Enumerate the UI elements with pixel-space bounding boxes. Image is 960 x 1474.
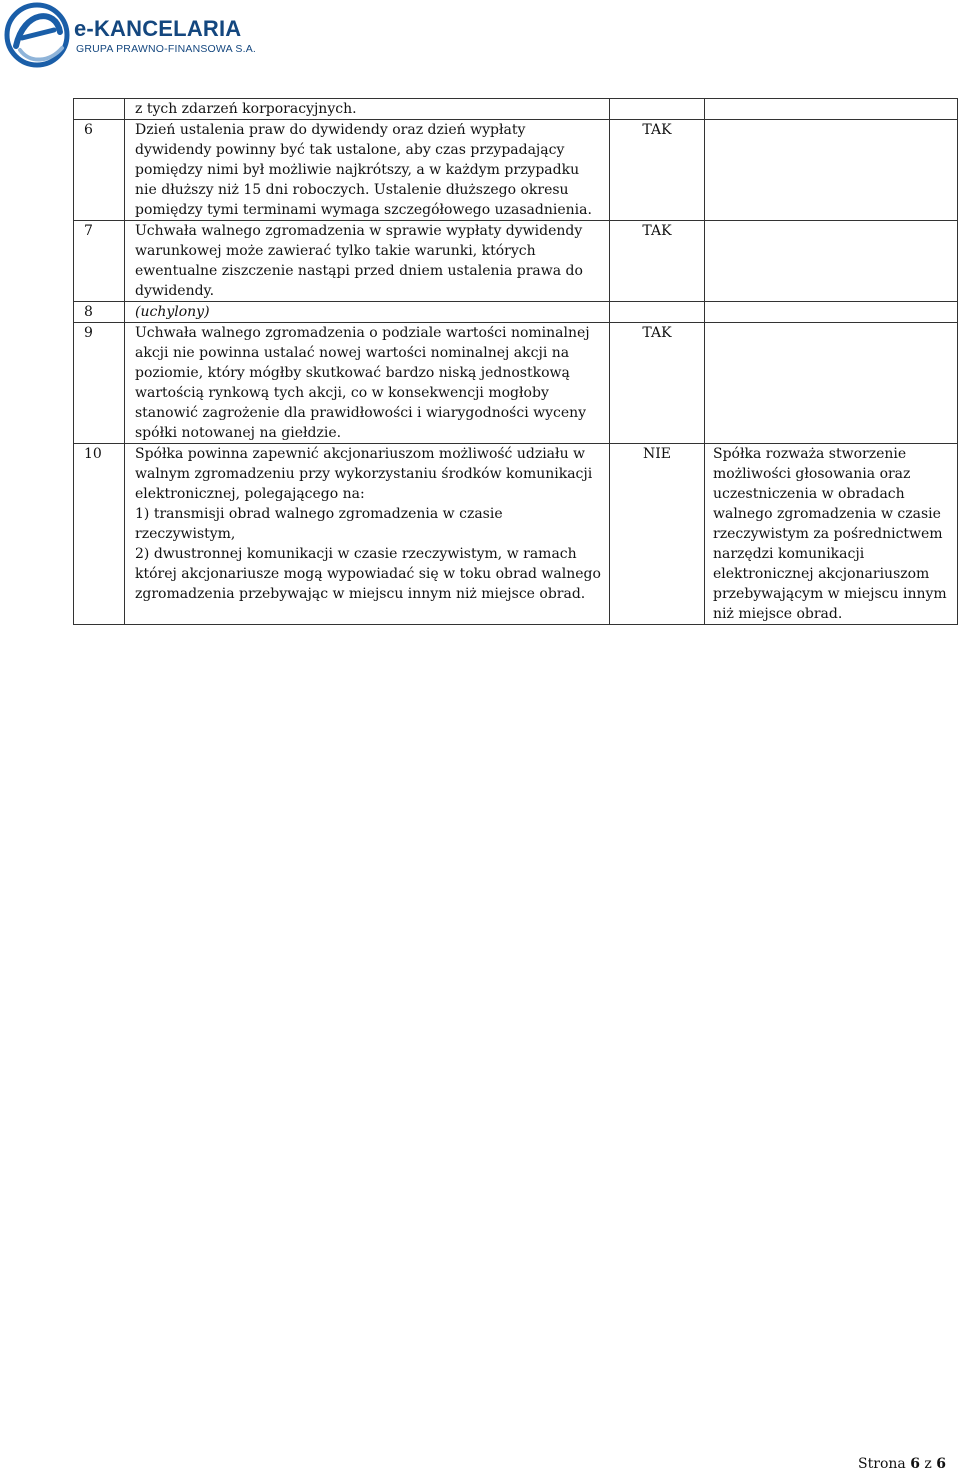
total-pages-number: 6 [936, 1456, 946, 1472]
comment-cell [705, 444, 958, 625]
principle-text-cell [125, 221, 610, 302]
status-value: TAK [642, 122, 672, 138]
status-cell [610, 99, 705, 120]
row-number: 9 [84, 325, 93, 341]
row-number-cell [74, 323, 125, 444]
comment-cell [705, 221, 958, 302]
table-row [74, 120, 958, 221]
principle-text: Uchwała walnego zgromadzenia w sprawie wypłaty dywidendy warunkowej może zawierać tylko takie warunki, których ewentualne ziszczenie nastąpi przed dniem ustalenia prawa do dywidendy. [135, 223, 583, 299]
e-kancelaria-logo-icon [4, 2, 70, 68]
comment-cell [705, 120, 958, 221]
principle-text-cell [125, 302, 610, 323]
row-number: 7 [84, 223, 93, 239]
row-number-cell [74, 99, 125, 120]
principle-text-line: 2) dwustronnej komunikacji w czasie rzeczywistym, w ramach której akcjonariusze mogą wypowiadać się w toku obrad walnego zgromadzenia przebywając w miejscu innym niż miejsce obrad. [135, 546, 606, 602]
comment-cell [705, 302, 958, 323]
comment-cell [705, 99, 958, 120]
status-cell [610, 302, 705, 323]
status-cell [610, 444, 705, 625]
status-cell [610, 120, 705, 221]
principle-text-cell [125, 99, 610, 120]
principle-text-cell [125, 323, 610, 444]
row-number: 8 [84, 304, 93, 320]
principle-text-line: Spółka powinna zapewnić akcjonariuszom możliwość udziału w walnym zgromadzeniu przy wykorzystaniu środków komunikacji elektronicznej, polegającego na: [135, 446, 597, 502]
principle-text: (uchylony) [135, 304, 210, 320]
principle-text: z tych zdarzeń korporacyjnych. [135, 101, 357, 117]
principle-text: Dzień ustalenia praw do dywidendy oraz dzień wypłaty dywidendy powinny być tak ustalone, aby czas przypadający pomiędzy nimi był możliwie najkrótszy, a w każdym przypadku nie dłuższy niż 15 dni roboczych. Ustalenie dłuższego okresu pomiędzy tymi terminami wymaga szczegółowego uzasadnienia. [135, 122, 592, 218]
row-number-cell [74, 120, 125, 221]
principle-text-line: 1) transmisji obrad walnego zgromadzenia w czasie rzeczywistym, [135, 506, 508, 542]
principle-text-cell [125, 444, 610, 625]
comment-cell [705, 323, 958, 444]
row-number-cell [74, 221, 125, 302]
principle-text-cell [125, 120, 610, 221]
table-row [74, 302, 958, 323]
brand-subtitle: GRUPA PRAWNO-FINANSOWA S.A. [76, 43, 257, 55]
row-number-cell [74, 444, 125, 625]
table-row [74, 221, 958, 302]
compliance-table [73, 98, 958, 625]
current-page-number: 6 [910, 1456, 920, 1472]
comment-text: Spółka rozważa stworzenie możliwości głosowania oraz uczestniczenia w obradach walnego zgromadzenia w czasie rzeczywistym za pośrednictwem narzędzi komunikacji elektronicznej akcjonariuszom przebywającym w miejscu innym niż miejsce obrad. [713, 446, 947, 622]
principle-text: Uchwała walnego zgromadzenia o podziale wartości nominalnej akcji nie powinna ustalać nowej wartości nominalnej akcji na poziomie, który mógłby skutkować bardzo niską jednostkową wartością rynkową tych akcji, co w konsekwencji mogłoby stanowić zagrożenie dla prawidłowości i wiarygodności wyceny spółki notowanej na giełdzie. [135, 325, 590, 441]
page-separator: z [924, 1456, 932, 1472]
row-number-cell [74, 302, 125, 323]
status-cell [610, 323, 705, 444]
page-footer [858, 1456, 946, 1472]
page-label: Strona [858, 1456, 906, 1472]
status-value: TAK [642, 325, 672, 341]
principle-text [125, 444, 609, 604]
status-value: TAK [642, 223, 672, 239]
status-cell [610, 221, 705, 302]
table-row [74, 323, 958, 444]
status-value: NIE [643, 446, 671, 462]
row-number: 6 [84, 122, 93, 138]
table-row [74, 444, 958, 625]
table-row [74, 99, 958, 120]
row-number: 10 [84, 446, 102, 462]
page-header [4, 2, 264, 72]
brand-name: e-KANCELARIA [74, 16, 242, 41]
